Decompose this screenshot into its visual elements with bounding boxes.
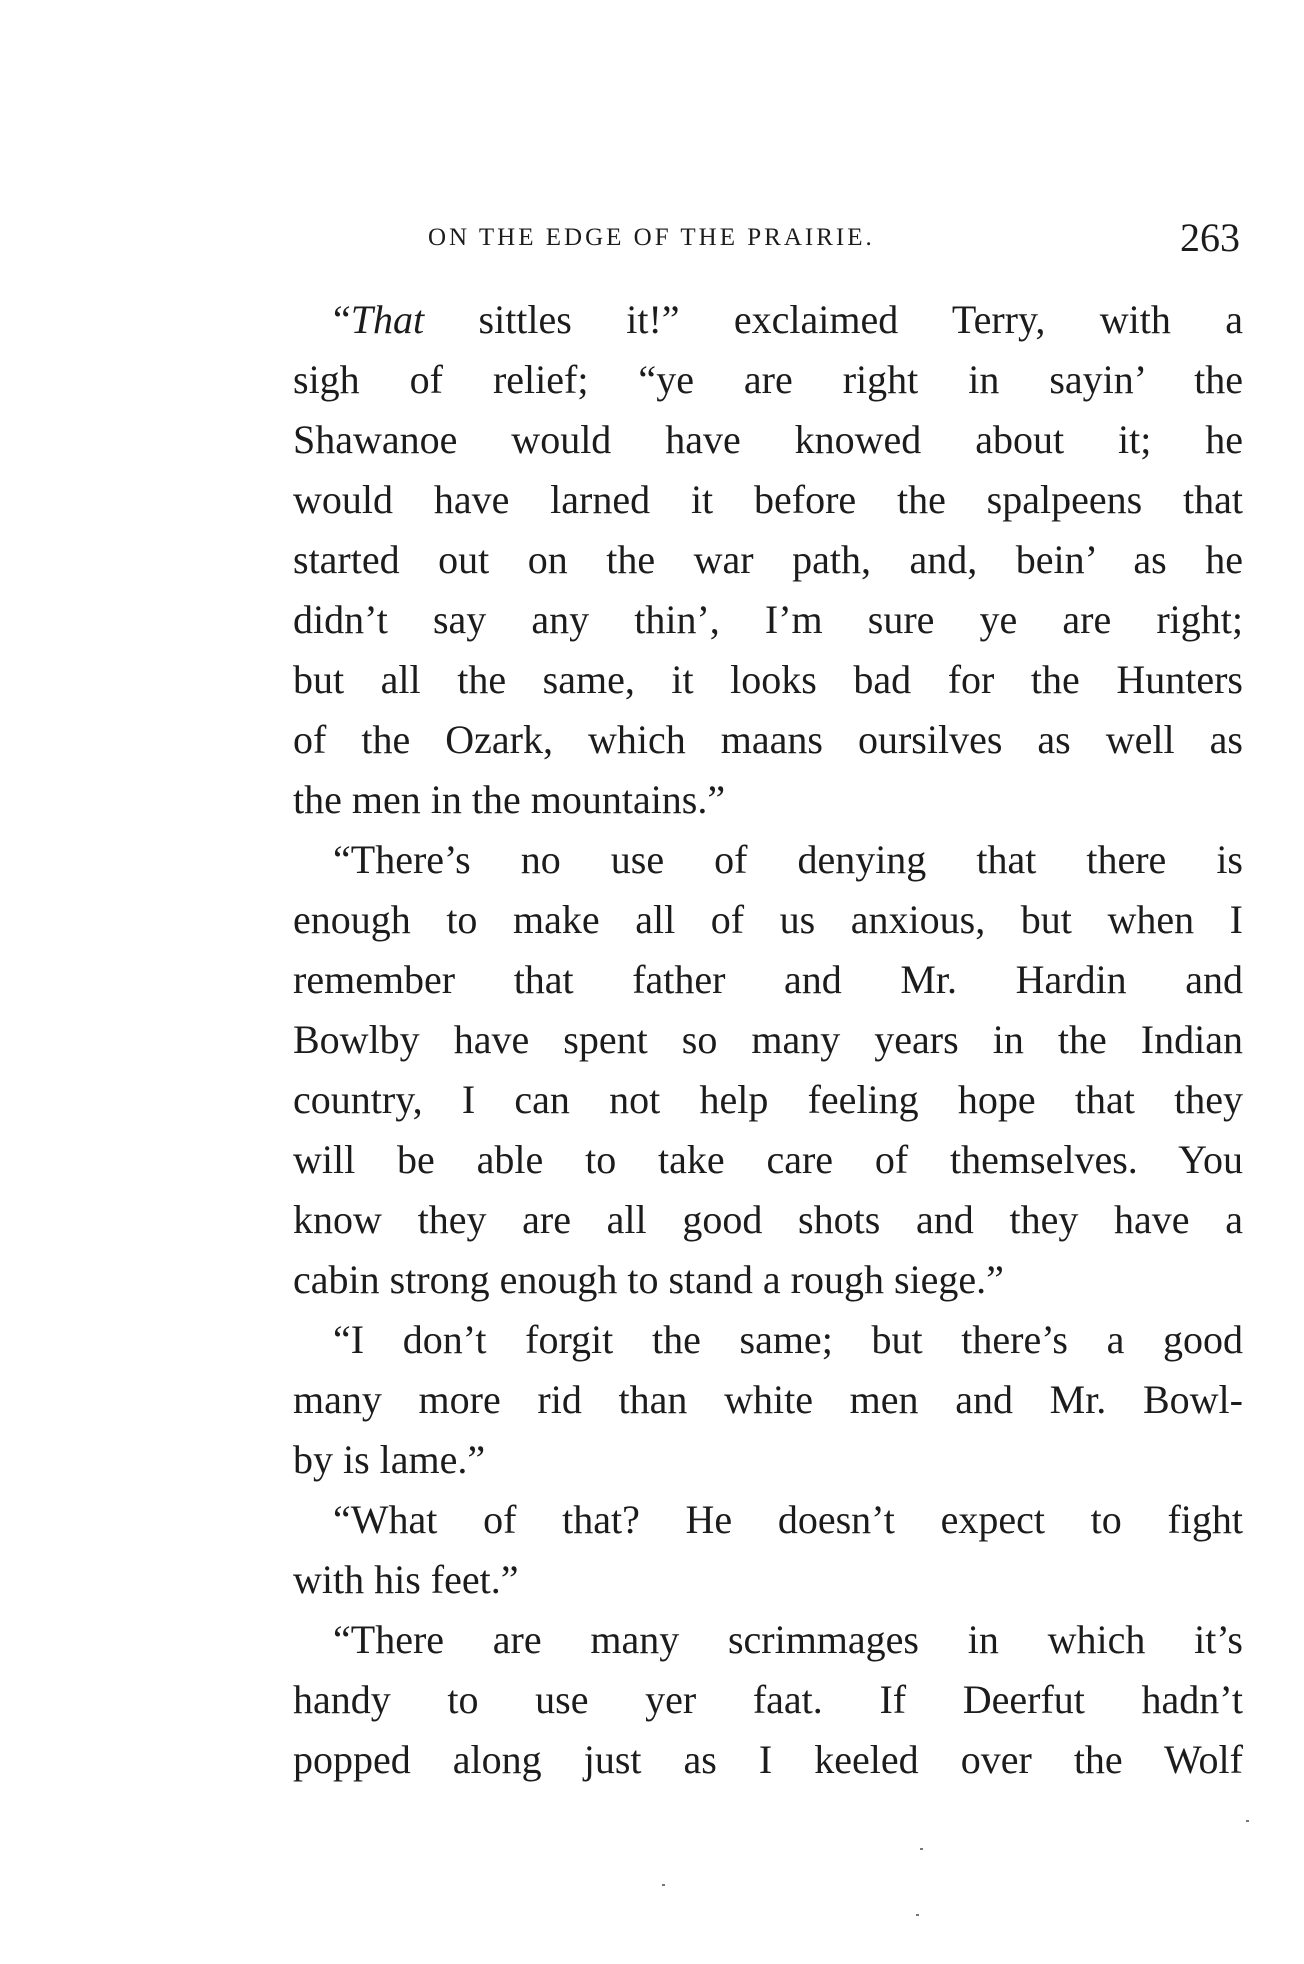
text-line: many more rid than white men and Mr. Bowl- (293, 1377, 1243, 1422)
text-line: with his feet.” (293, 1557, 519, 1602)
text-line: handy to use yer faat. If Deerfut hadn’t (293, 1677, 1243, 1722)
text-line: enough to make all of us anxious, but when I (293, 897, 1243, 942)
text-line: popped along just as I keeled over the Wolf (293, 1737, 1243, 1782)
emphasis: That (350, 297, 425, 342)
text-line: Bowlby have spent so many years in the Indian (293, 1017, 1243, 1062)
text-line: didn’t say any thin’, I’m sure ye are right; (293, 597, 1243, 642)
text-line: “There’s no use of denying that there is (333, 837, 1243, 882)
text-line: “I don’t forgit the same; but there’s a good (333, 1317, 1243, 1362)
text-line: “There are many scrimmages in which it’s (333, 1617, 1243, 1662)
page-number: 263 (1180, 215, 1240, 260)
text-line: “What of that? He doesn’t expect to fight (333, 1497, 1243, 1542)
text-line: by is lame.” (293, 1437, 486, 1482)
text-line: Shawanoe would have knowed about it; he (293, 417, 1243, 462)
text-line: cabin strong enough to stand a rough siege.” (293, 1257, 1004, 1302)
text-line: know they are all good shots and they have a (293, 1197, 1243, 1242)
text-line: remember that father and Mr. Hardin and (293, 957, 1243, 1002)
body-text (293, 290, 1243, 1790)
text-line: “That sittles it!” exclaimed Terry, with a (333, 297, 1243, 342)
text-line: the men in the mountains.” (293, 777, 726, 822)
text-line: sigh of relief; “ye are right in sayin’ the (293, 357, 1243, 402)
text-line: but all the same, it looks bad for the Hunters (293, 657, 1243, 702)
text-line: will be able to take care of themselves. You (293, 1137, 1243, 1182)
text-line: country, I can not help feeling hope that they (293, 1077, 1243, 1122)
running-head (296, 210, 1240, 270)
text-line: would have larned it before the spalpeens that (293, 477, 1243, 522)
running-title: ON THE EDGE OF THE PRAIRIE. (428, 224, 875, 251)
text-line: of the Ozark, which maans oursilves as well as (293, 717, 1243, 762)
text-line: started out on the war path, and, bein’ as he (293, 537, 1243, 582)
